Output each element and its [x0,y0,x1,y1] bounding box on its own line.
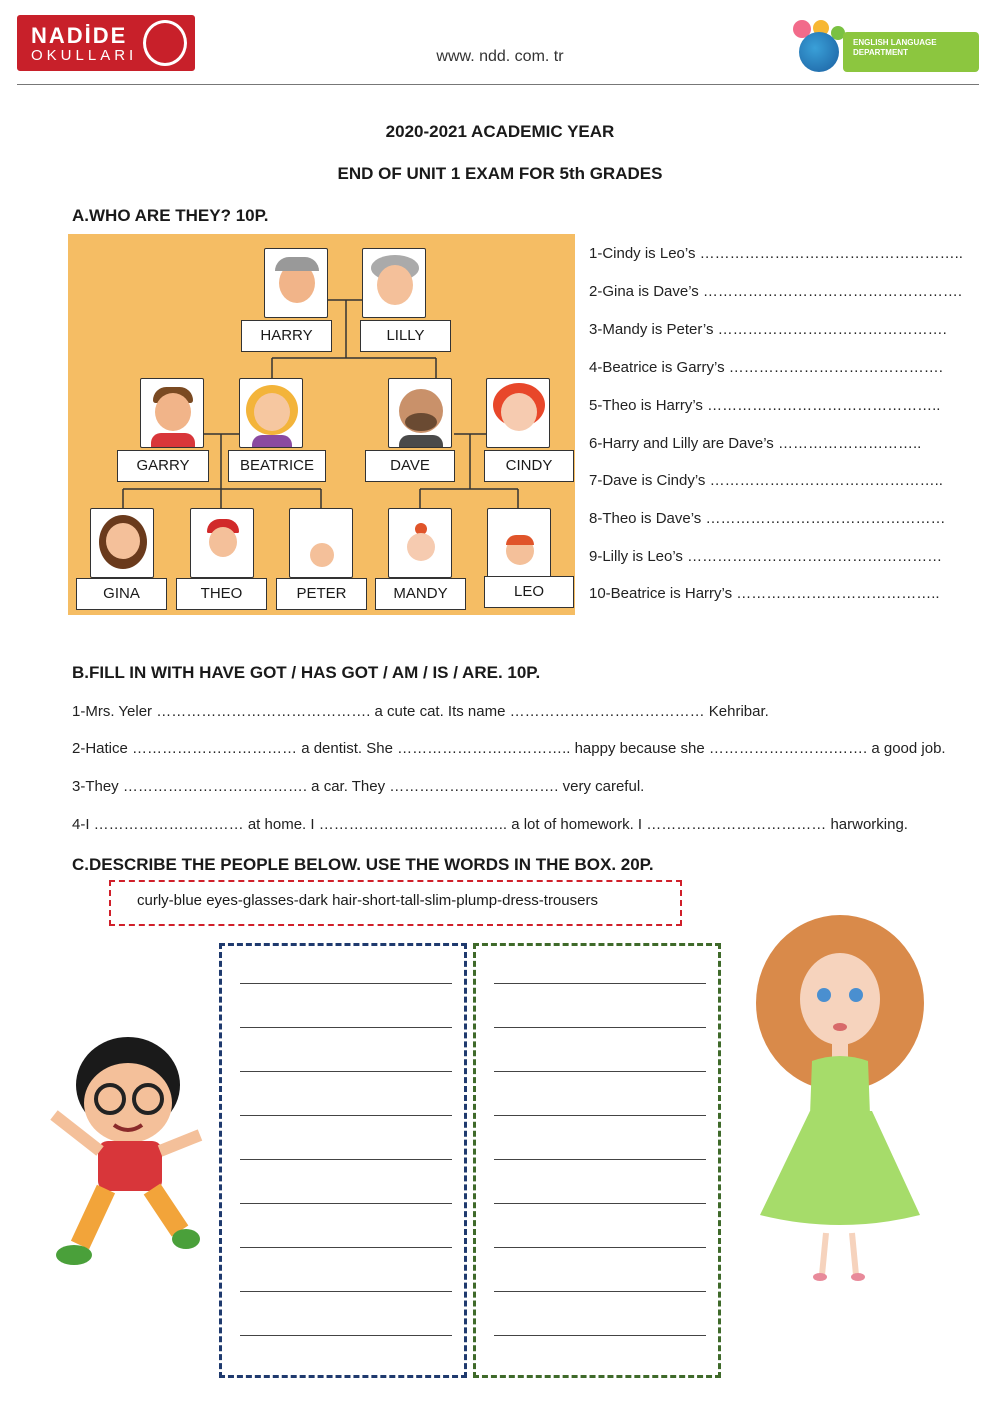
portrait-cindy [486,378,550,448]
portrait-leo [487,508,551,578]
section-c-heading: C.DESCRIBE THE PEOPLE BELOW. USE THE WORDS IN THE BOX. 20P. [72,855,654,874]
writing-box-boy[interactable] [219,943,467,1378]
name-lilly: LILLY [360,320,451,352]
section-a-heading: A.WHO ARE THEY? 10P. [72,206,269,225]
exam-title: END OF UNIT 1 EXAM FOR 5th GRADES [337,164,663,183]
name-gina: GINA [76,578,167,610]
question-9: 9-Lilly is Leo’s …………………………………………… [589,548,943,565]
writing-line [240,1027,452,1028]
writing-line [494,1247,706,1248]
english-department-logo [793,20,979,72]
writing-line [240,1115,452,1116]
boy-illustration [40,1025,220,1275]
portrait-lilly [362,248,426,318]
name-harry: HARRY [241,320,332,352]
question-8: 8-Theo is Dave’s ………………………………………… [589,510,946,527]
writing-line [240,1159,452,1160]
name-peter: PETER [276,578,367,610]
portrait-gina [90,508,154,578]
name-cindy: CINDY [484,450,574,482]
portrait-harry [264,248,328,318]
name-leo: LEO [484,576,574,608]
department-label-line-1: ENGLISH LANGUAGE [853,38,937,47]
word-box-text: curly-blue eyes-glasses-dark hair-short-tall-slim-plump-dress-trousers [137,892,598,909]
portrait-theo [190,508,254,578]
globe-icon [799,32,839,72]
question-10: 10-Beatrice is Harry’s ………………………………….. [589,585,940,602]
logo-line-2: OKULLARI [31,47,138,64]
portrait-garry [140,378,204,448]
writing-line [240,1071,452,1072]
portrait-dave [388,378,452,448]
fill-in-line-2: 2-Hatice …………………………… a dentist. She …………………………….. happy because she …………………….……. a good job. [72,740,946,757]
question-1: 1-Cindy is Leo’s …………………………………………….. [589,245,963,262]
flame-icon [143,20,187,66]
section-b-heading: B.FILL IN WITH HAVE GOT / HAS GOT / AM / IS / ARE. 10P. [72,663,541,682]
question-5: 5-Theo is Harry’s ……………………………………….. [589,397,941,414]
portrait-peter [289,508,353,578]
family-tree [68,234,575,615]
question-7: 7-Dave is Cindy’s ……………………………………….. [589,472,943,489]
fill-in-line-4: 4-I ………………………… at home. I ……………………………….. a lot of homework. I ……………………………… harworking. [72,816,908,833]
writing-line [494,983,706,984]
writing-line [494,1027,706,1028]
name-mandy: MANDY [375,578,466,610]
writing-line [240,1291,452,1292]
name-theo: THEO [176,578,267,610]
writing-line [494,1115,706,1116]
question-4: 4-Beatrice is Garry’s ……………………………………. [589,359,943,376]
writing-line [494,1291,706,1292]
department-label [843,32,979,72]
writing-line [494,1159,706,1160]
logo-line-1: NADİDE [31,23,128,48]
writing-line [240,1247,452,1248]
writing-line [494,1335,706,1336]
writing-line [240,983,452,984]
name-dave: DAVE [365,450,455,482]
fill-in-line-1: 1-Mrs. Yeler ……………………………………. a cute cat. Its name ………………………………… Kehribar. [72,703,769,720]
question-2: 2-Gina is Dave’s ……………………………………………. [589,283,963,300]
nadide-logo [17,15,195,71]
girl-illustration [752,915,942,1285]
name-garry: GARRY [117,450,209,482]
writing-line [240,1203,452,1204]
department-label-line-2: DEPARTMENT [853,48,908,57]
website-url: www. ndd. com. tr [436,48,564,65]
writing-line [494,1071,706,1072]
writing-box-girl[interactable] [473,943,721,1378]
writing-line [240,1335,452,1336]
academic-year-title: 2020-2021 ACADEMIC YEAR [385,122,615,141]
portrait-beatrice [239,378,303,448]
writing-line [494,1203,706,1204]
question-6: 6-Harry and Lilly are Dave’s ……………………….. [589,435,922,452]
portrait-mandy [388,508,452,578]
question-3: 3-Mandy is Peter’s ………………………………………. [589,321,947,338]
word-box [109,880,682,926]
name-beatrice: BEATRICE [228,450,326,482]
fill-in-line-3: 3-They ………………………………. a car. They ……………………………. very careful. [72,778,645,795]
header-divider [17,84,979,85]
